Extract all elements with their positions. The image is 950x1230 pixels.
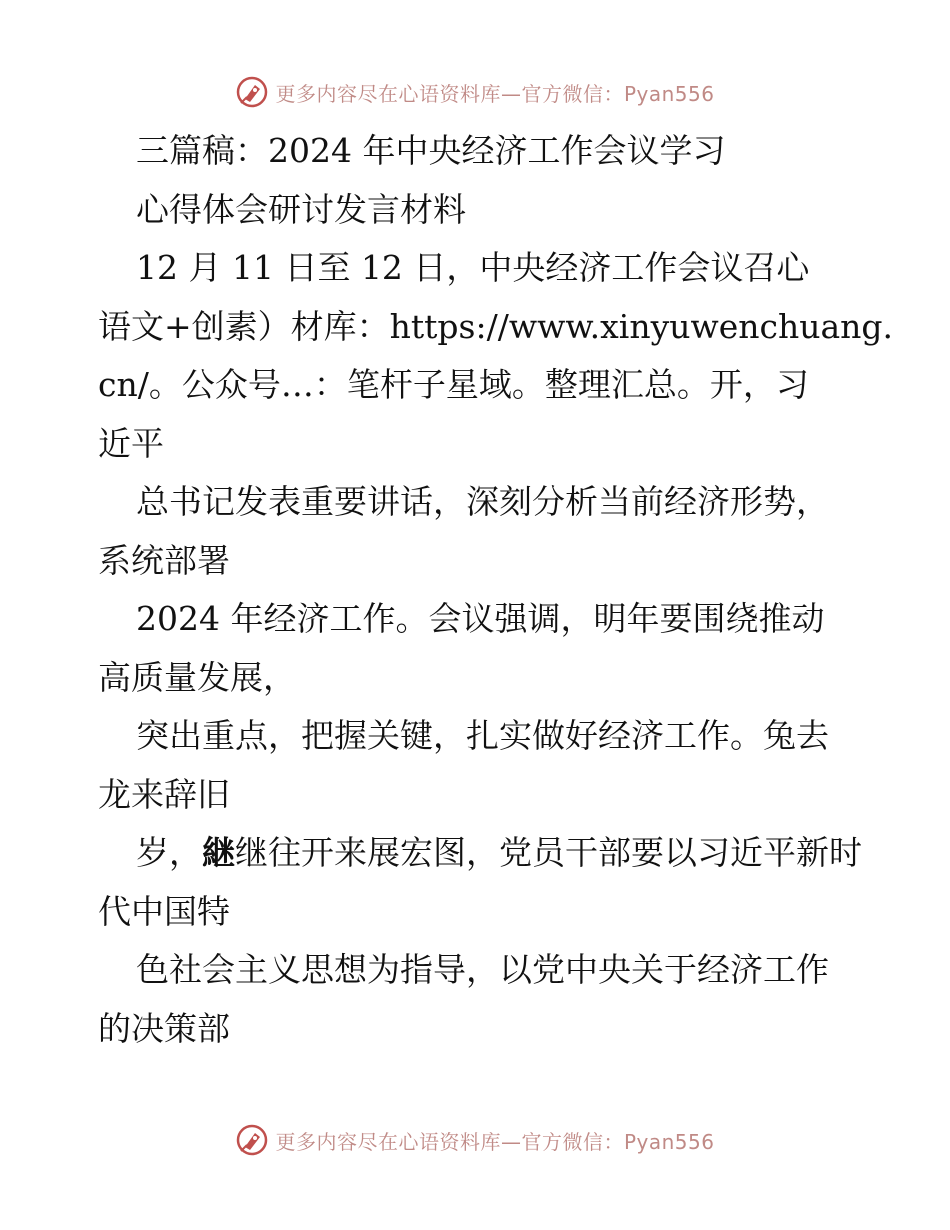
paragraph-line: 语文+创素）材库：https://www.xinyuwenchuang. [98, 306, 894, 346]
pen-nib-logo-icon [235, 75, 269, 109]
paragraph-line: 龙来辞旧 [98, 774, 230, 814]
paragraph-line-prefix: 岁， [136, 833, 202, 872]
paragraph-line: 色社会主义思想为指导，以党中央关于经济工作 [136, 950, 829, 989]
paragraph-line: 的决策部 [98, 1008, 230, 1048]
header-watermark-banner [0, 72, 950, 112]
paragraph-line: 总书记发表重要讲话，深刻分析当前经济形势， [136, 482, 829, 521]
header-watermark-text: 更多内容尽在心语资料库—官方微信：Pyan556 [275, 81, 715, 106]
document-body [98, 122, 894, 1058]
paragraph-line [98, 824, 868, 883]
paragraph-line-rest: 继往开来展宏图，党员干部要以习近平新时 [235, 833, 862, 872]
paragraph-line: 高质量发展， [98, 657, 296, 697]
bold-character: 継 [202, 833, 235, 872]
footer-watermark-banner [0, 1120, 950, 1160]
paragraph-line: 12 月 11 日至 12 日，中央经济工作会议召心 [136, 248, 810, 287]
paragraph-line: cn/。公众号…：笔杆子星域。整理汇总。开，习 [98, 365, 809, 404]
footer-watermark-text: 更多内容尽在心语资料库—官方微信：Pyan556 [275, 1129, 715, 1154]
paragraph-line: 2024 年经济工作。会议强调，明年要围绕推动 [136, 599, 825, 638]
paragraph-line: 代中国特 [98, 891, 230, 931]
paragraph-line: 近平 [98, 423, 164, 463]
paragraph-line: 突出重点，把握关键，扎实做好经济工作。兔去 [136, 716, 829, 755]
pen-nib-logo-icon [235, 1123, 269, 1157]
paragraph-line: 系统部署 [98, 540, 230, 580]
title-line-1: 三篇稿：2024 年中央经济工作会议学习 [136, 131, 726, 170]
title-line-2: 心得体会研讨发言材料 [136, 189, 466, 229]
